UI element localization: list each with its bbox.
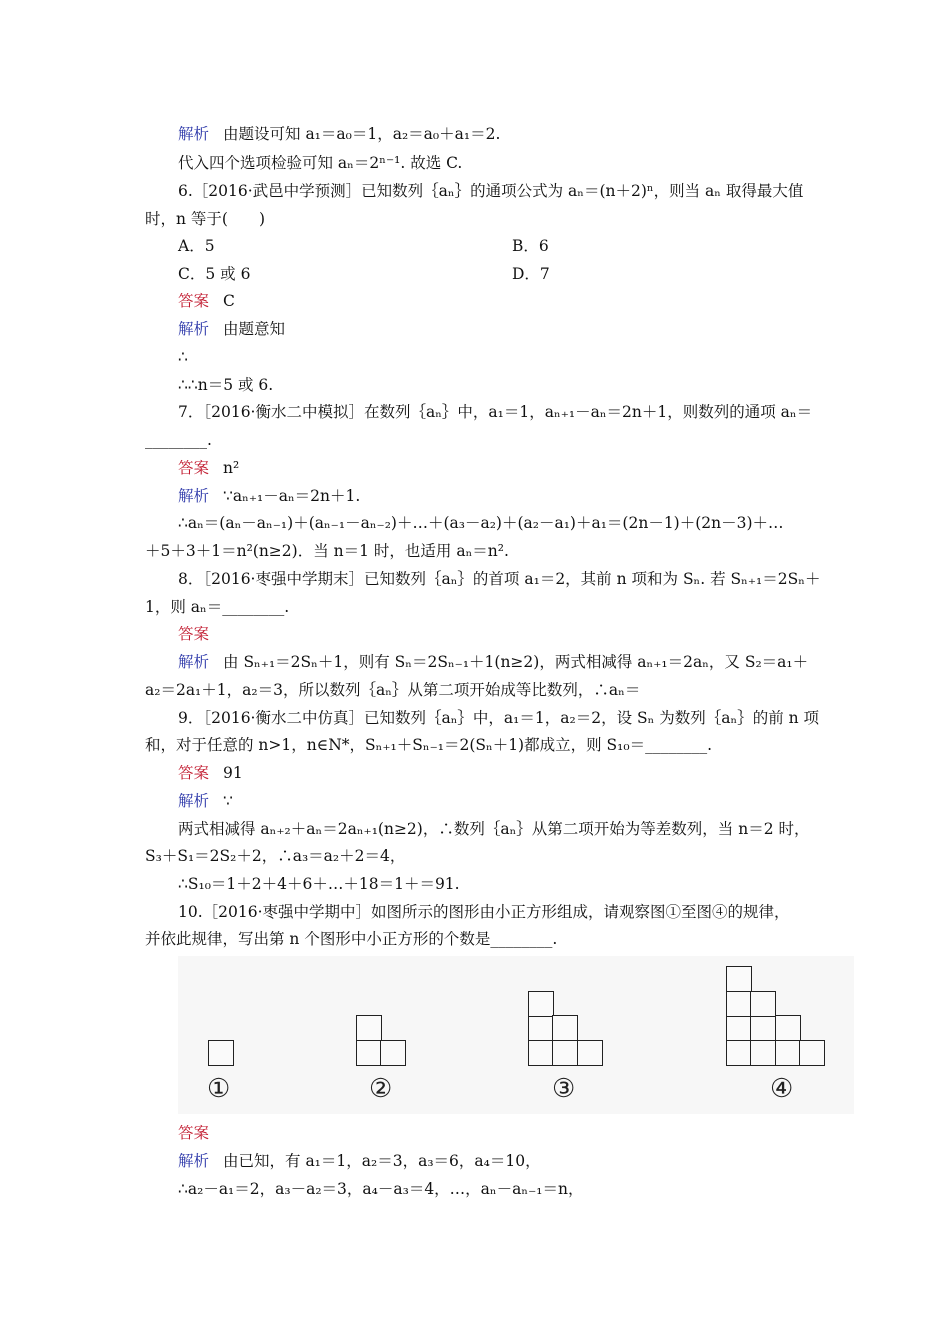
small-square — [726, 1040, 752, 1066]
small-square — [726, 1015, 752, 1041]
small-square — [528, 991, 554, 1017]
q6-answer: 答案 C — [178, 292, 235, 310]
small-square — [799, 1040, 825, 1066]
small-square — [577, 1040, 603, 1066]
analysis-label: 解析 — [178, 125, 210, 143]
q7-derive-2: ＋5＋3＋1＝n²(n≥2)．当 n＝1 时，也适用 aₙ＝n². — [145, 542, 509, 560]
staircase-figure — [178, 956, 854, 1114]
q10-stem-line-2: 并依此规律，写出第 n 个图形中小正方形的个数是________. — [145, 930, 558, 948]
small-square — [750, 1015, 776, 1041]
q6-therefore-2: ∴∴n＝5 或 6. — [178, 376, 274, 394]
q7-analysis: 解析 ∵aₙ₊₁－aₙ＝2n＋1. — [178, 487, 361, 505]
q8-stem-line-1: 8．［2016·枣强中学期末］已知数列｛aₙ｝的首项 a₁＝2，其前 n 项和为 Sₙ. 若 Sₙ₊₁＝2Sₙ＋ — [178, 570, 821, 588]
q6-option-d: D．7 — [512, 265, 550, 283]
analysis-label: 解析 — [178, 320, 210, 338]
q6-analysis: 解析 由题意知 — [178, 320, 286, 338]
q7-stem-line-1: 7．［2016·衡水二中模拟］在数列｛aₙ｝中，a₁＝1，aₙ₊₁－aₙ＝2n＋1，则数列的通项 aₙ＝ — [178, 403, 813, 421]
s5-analysis-line-2: 代入四个选项检验可知 aₙ＝2ⁿ⁻¹. 故选 C. — [178, 154, 463, 172]
s5-analysis-line-1: 解析 由题设可知 a₁＝a₀＝1，a₂＝a₀＋a₁＝2. — [178, 125, 501, 143]
answer-label: 答案 — [178, 764, 210, 782]
q7-stem-line-2: ________. — [145, 431, 212, 449]
analysis-label: 解析 — [178, 792, 210, 810]
small-square — [552, 1040, 578, 1066]
q8-analysis: 解析 由 Sₙ₊₁＝2Sₙ＋1，则有 Sₙ＝2Sₙ₋₁＋1(n≥2)，两式相减得 aₙ₊₁＝2aₙ，又 S₂＝a₁＋ — [178, 653, 809, 671]
analysis-label: 解析 — [178, 653, 210, 671]
q10-derive: ∴a₂－a₁＝2，a₃－a₂＝3，a₄－a₃＝4，…，aₙ－aₙ₋₁＝n， — [178, 1180, 584, 1198]
small-square — [356, 1040, 382, 1066]
small-square — [775, 1040, 801, 1066]
figure-caption: ④ — [770, 1074, 794, 1104]
small-square — [726, 966, 752, 992]
q8-derive: a₂＝2a₁＋1，a₂＝3，所以数列｛aₙ｝从第二项开始成等比数列，∴aₙ＝ — [145, 681, 641, 699]
small-square — [775, 1015, 801, 1041]
q9-derive-3: ∴S₁₀＝1＋2＋4＋6＋…＋18＝1＋＝91. — [178, 875, 460, 893]
q7-derive-1: ∴aₙ＝(aₙ－aₙ₋₁)＋(aₙ₋₁－aₙ₋₂)＋…＋(a₃－a₂)＋(a₂－a₁)＋a₁＝(2n－1)＋(2n－3)＋… — [178, 514, 784, 532]
q9-analysis: 解析 ∵ — [178, 792, 233, 810]
figure-caption: ③ — [552, 1074, 576, 1104]
small-square — [380, 1040, 406, 1066]
q8-answer — [178, 624, 223, 644]
answer-label: 答案 — [178, 1124, 210, 1142]
figure-caption: ① — [207, 1074, 231, 1104]
analysis-label: 解析 — [178, 1152, 210, 1170]
q6-option-c: C．5 或 6 — [178, 265, 251, 283]
q8-stem-line-2: 1，则 aₙ＝________. — [145, 598, 290, 616]
analysis-label: 解析 — [178, 487, 210, 505]
q9-stem-line-1: 9．［2016·衡水二中仿真］已知数列｛aₙ｝中，a₁＝1，a₂＝2，设 Sₙ 为数列｛aₙ｝的前 n 项 — [178, 709, 820, 727]
small-square — [552, 1015, 578, 1041]
small-square — [726, 991, 752, 1017]
small-square — [208, 1040, 234, 1066]
q9-answer: 答案 91 — [178, 764, 243, 782]
q10-stem-line-1: 10.［2016·枣强中学期中］如图所示的图形由小正方形组成，请观察图①至图④的规律， — [178, 903, 790, 921]
q9-stem-line-2: 和，对于任意的 n>1，n∈N*，Sₙ₊₁＋Sₙ₋₁＝2(Sₙ＋1)都成立，则 S₁₀＝________. — [145, 736, 713, 754]
q9-derive-1: 两式相减得 aₙ₊₂＋aₙ＝2aₙ₊₁(n≥2)，∴数列｛aₙ｝从第二项开始为等差数列，当 n＝2 时， — [178, 820, 810, 838]
q9-derive-2: S₃＋S₁＝2S₂＋2，∴a₃＝a₂＋2＝4， — [145, 847, 406, 865]
q6-stem-line-1: 6.［2016·武邑中学预测］已知数列｛aₙ｝的通项公式为 aₙ＝(n＋2)ⁿ，则当 aₙ 取得最大值 — [178, 182, 804, 200]
q6-option-a: A．5 — [178, 237, 215, 255]
answer-label: 答案 — [178, 625, 210, 643]
small-square — [750, 1040, 776, 1066]
q7-answer: 答案 n² — [178, 459, 240, 477]
small-square — [528, 1040, 554, 1066]
small-square — [356, 1015, 382, 1041]
q10-analysis: 解析 由已知，有 a₁＝1，a₂＝3，a₃＝6，a₄＝10， — [178, 1152, 541, 1170]
answer-label: 答案 — [178, 459, 210, 477]
answer-label: 答案 — [178, 292, 210, 310]
q6-therefore-1: ∴ — [178, 348, 188, 366]
small-square — [528, 1015, 554, 1041]
q10-answer — [178, 1123, 223, 1143]
small-square — [750, 991, 776, 1017]
q6-option-b: B．6 — [512, 237, 549, 255]
q6-stem-line-2: 时，n 等于( ) — [145, 210, 266, 228]
figure-caption: ② — [369, 1074, 393, 1104]
